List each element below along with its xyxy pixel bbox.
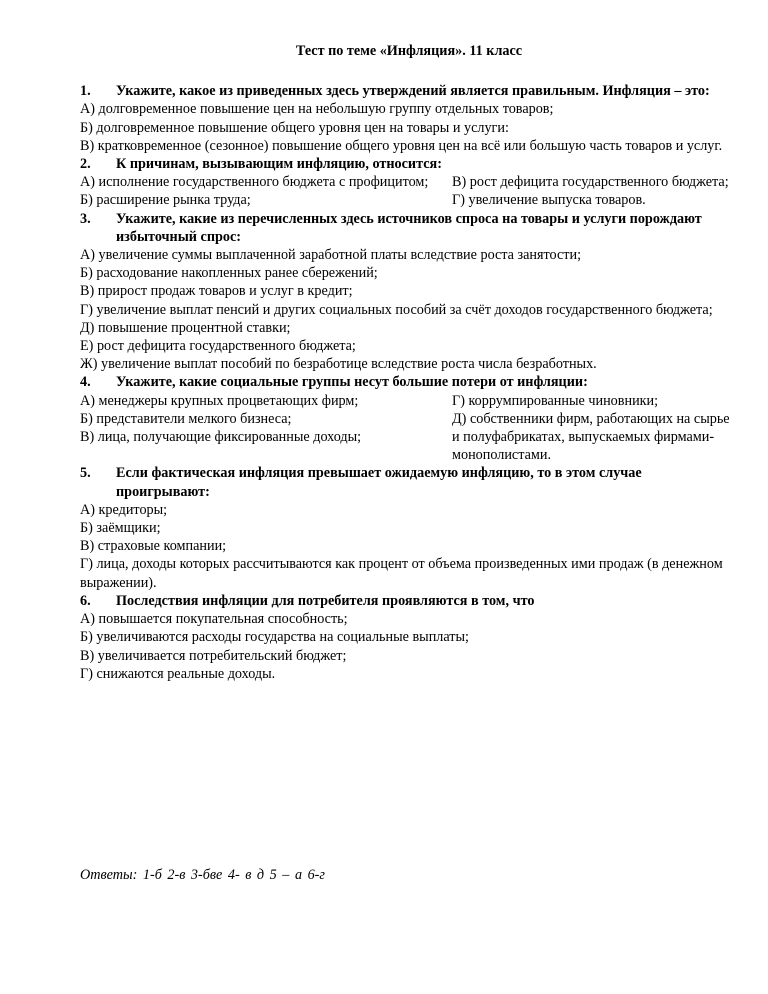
question-text: Последствия инфляции для потребителя проявляются в том, что (116, 592, 535, 609)
question-3 (80, 210, 730, 246)
option: А) долговременное повышение цен на небольшую группу отдельных товаров; (80, 101, 554, 118)
option: В) рост дефицита государственного бюджета; (452, 174, 729, 191)
question-text: Укажите, какие из перечисленных здесь источников спроса на товары и услуги порождают избыточный спрос: (116, 210, 702, 245)
option: В) лица, получающие фиксированные доходы; (80, 429, 362, 446)
option: Б) представители мелкого бизнеса; (80, 410, 292, 427)
question-number: 5. (80, 465, 91, 482)
question-number: 4. (80, 374, 91, 391)
options-right-column (452, 173, 730, 209)
question-number: 6. (80, 592, 91, 609)
option: А) повышается покупательная способность; (80, 611, 348, 628)
option: В) прирост продаж товаров и услуг в кредит; (80, 283, 353, 300)
option: Б) долговременное повышение общего уровня цен на товары и услуги: (80, 119, 509, 136)
question-text: Укажите, какое из приведенных здесь утверждений является правильным. Инфляция – это: (116, 83, 710, 100)
question-text: Укажите, какие социальные группы несут большие потери от инфляции: (116, 374, 588, 391)
option: Б) расширение рынка труда; (80, 192, 251, 209)
option: Г) снижаются реальные доходы. (80, 665, 276, 682)
options-left-column (80, 392, 452, 465)
option: А) увеличение суммы выплаченной заработной платы вследствие роста занятости; (80, 247, 582, 264)
option: Б) расходование накопленных ранее сбережений; (80, 265, 378, 282)
question-number: 3. (80, 210, 91, 227)
option: Б) заёмщики; (80, 520, 161, 537)
option: Ж) увеличение выплат пособий по безработице вследствие роста числа безработных. (80, 356, 597, 373)
options-right-column (452, 392, 730, 465)
question-number: 2. (80, 156, 91, 173)
option: Б) увеличиваются расходы государства на социальные выплаты; (80, 629, 469, 646)
page-title: Тест по теме «Инфляция». 11 класс (295, 43, 523, 59)
option: Г) увеличение выпуска товаров. (452, 192, 646, 209)
option: А) кредиторы; (80, 501, 168, 518)
option: В) увеличивается потребительский бюджет; (80, 647, 347, 664)
question-5 (80, 464, 730, 500)
question-number: 1. (80, 83, 91, 100)
question-text: К причинам, вызывающим инфляцию, относится: (116, 156, 442, 173)
option: В) кратковременное (сезонное) повышение общего уровня цен на всё или большую часть товаров и услуг. (80, 137, 723, 154)
test-document (80, 42, 730, 683)
question-2 (80, 155, 730, 173)
option: Г) увеличение выплат пенсий и других социальных пособий за счёт доходов государственного бюджета; (80, 301, 713, 318)
option: А) менеджеры крупных процветающих фирм; (80, 392, 359, 409)
option: Г) лица, доходы которых рассчитываются как процент от объема произведенных ими продаж (в денежном выражении). (80, 556, 723, 591)
option: Е) рост дефицита государственного бюджета; (80, 338, 356, 355)
option: Г) коррумпированные чиновники; (452, 392, 659, 409)
option: Д) повышение процентной ставки; (80, 319, 291, 336)
option: А) исполнение государственного бюджета с профицитом; (80, 174, 429, 191)
option: В) страховые компании; (80, 538, 227, 555)
question-text: Если фактическая инфляция превышает ожидаемую инфляцию, то в этом случае проигрывают: (116, 465, 642, 500)
question-4 (80, 373, 730, 391)
options-two-columns (80, 392, 730, 465)
answer-key: Ответы: 1-б 2-в 3-бве 4- в д 5 – а 6-г (80, 867, 325, 883)
option: Д) собственники фирм, работающих на сырье и полуфабрикатах, выпускаемых фирмами-монополистами. (452, 410, 730, 464)
question-6 (80, 592, 730, 610)
question-1 (80, 82, 730, 100)
options-two-columns (80, 173, 730, 209)
options-left-column (80, 173, 452, 209)
